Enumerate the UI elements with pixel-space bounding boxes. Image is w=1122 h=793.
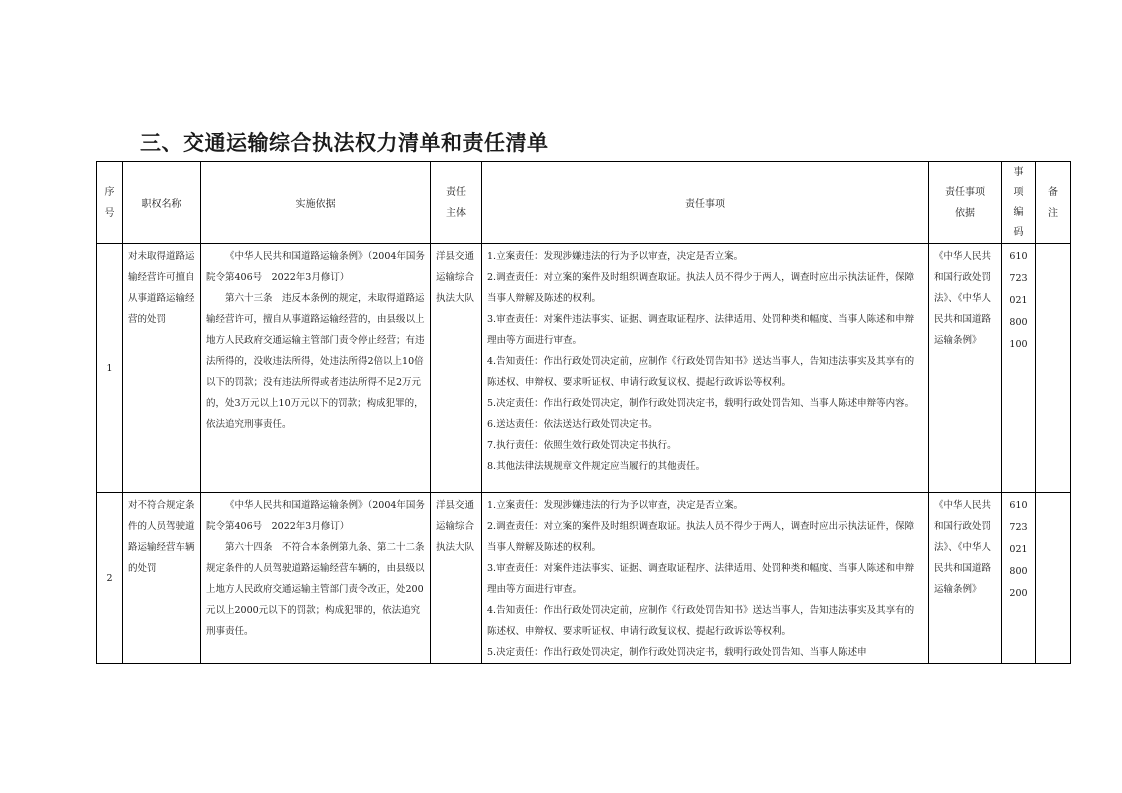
row-code — [1002, 244, 1036, 493]
code-part: 723 — [1009, 273, 1028, 284]
row-seq: 2 — [97, 493, 123, 664]
code-part: 200 — [1009, 588, 1028, 599]
duty-item: 2.调查责任：对立案的案件及时组织调查取证。执法人员不得少于两人，调查时应出示执法证件，保障当事人辩解及陈述的权利。 — [487, 272, 915, 304]
code-part: 100 — [1009, 339, 1028, 350]
table-row — [97, 244, 1071, 493]
code-part: 800 — [1009, 566, 1028, 577]
basis-article: 第六十三条 违反本条例的规定，未取得道路运输经营许可，擅自从事道路运输经营的，由县级以上地方人民政府交通运输主管部门责令停止经营；有违法所得的，没收违法所得，处违法所得2倍以上10倍以下的罚款；没有违法所得或者违法所得不足2万元的，处3万元以上10万元以下的罚款；构成犯罪的，依法追究刑事责任。 — [206, 293, 425, 430]
code-part: 800 — [1009, 317, 1028, 328]
row-duties — [482, 244, 929, 493]
row-code — [1002, 493, 1036, 664]
duty-item: 8.其他法律法规规章文件规定应当履行的其他责任。 — [487, 461, 706, 472]
duty-item: 5.决定责任：作出行政处罚决定，制作行政处罚决定书，载明行政处罚告知、当事人陈述申辩等内容。 — [487, 398, 915, 409]
code-part: 021 — [1009, 544, 1028, 555]
page-title: 三、交通运输综合执法权力清单和责任清单 — [140, 131, 549, 155]
header-name: 职权名称 — [123, 162, 201, 244]
table-header-row — [97, 162, 1071, 244]
header-seq: 序号 — [97, 162, 123, 244]
row-subject: 洋县交通运输综合执法大队 — [431, 493, 482, 664]
header-duty-basis: 责任事项依据 — [929, 162, 1002, 244]
duty-item: 3.审查责任：对案件违法事实、证据、调查取证程序、法律适用、处罚种类和幅度、当事人陈述和申辩理由等方面进行审查。 — [487, 563, 915, 595]
duty-item: 7.执行责任：依照生效行政处罚决定书执行。 — [487, 440, 677, 451]
duty-item: 5.决定责任：作出行政处罚决定，制作行政处罚决定书，载明行政处罚告知、当事人陈述申 — [487, 647, 867, 658]
code-part: 610 — [1009, 251, 1028, 262]
duty-item: 1.立案责任：发现涉嫌违法的行为予以审查，决定是否立案。 — [487, 251, 744, 262]
header-subject: 责任主体 — [431, 162, 482, 244]
row-duties — [482, 493, 929, 664]
duty-item: 1.立案责任：发现涉嫌违法的行为予以审查，决定是否立案。 — [487, 500, 744, 511]
basis-source: 《中华人民共和国道路运输条例》（2004年国务院令第406号 2022年3月修订） — [206, 500, 425, 532]
row-basis — [201, 244, 431, 493]
row-name: 对不符合规定条件的人员驾驶道路运输经营车辆的处罚 — [123, 493, 201, 664]
header-remark: 备注 — [1036, 162, 1071, 244]
row-subject: 洋县交通运输综合执法大队 — [431, 244, 482, 493]
row-duty-basis: 《中华人民共和国行政处罚法》、《中华人民共和国道路运输条例》 — [929, 493, 1002, 664]
power-responsibility-table — [96, 161, 1071, 664]
basis-source: 《中华人民共和国道路运输条例》（2004年国务院令第406号 2022年3月修订） — [206, 251, 425, 283]
code-part: 723 — [1009, 522, 1028, 533]
row-seq: 1 — [97, 244, 123, 493]
row-remark — [1036, 493, 1071, 664]
table-row — [97, 493, 1071, 664]
row-name: 对未取得道路运输经营许可擅自从事道路运输经营的处罚 — [123, 244, 201, 493]
duty-item: 3.审查责任：对案件违法事实、证据、调查取证程序、法律适用、处罚种类和幅度、当事人陈述和申辩理由等方面进行审查。 — [487, 314, 915, 346]
row-remark — [1036, 244, 1071, 493]
header-duties: 责任事项 — [482, 162, 929, 244]
duty-item: 4.告知责任：作出行政处罚决定前，应制作《行政处罚告知书》送达当事人，告知违法事实及其享有的陈述权、申辩权、要求听证权、申请行政复议权、提起行政诉讼等权利。 — [487, 356, 915, 388]
code-part: 021 — [1009, 295, 1028, 306]
row-basis — [201, 493, 431, 664]
duty-item: 4.告知责任：作出行政处罚决定前，应制作《行政处罚告知书》送达当事人，告知违法事实及其享有的陈述权、申辩权、要求听证权、申请行政复议权、提起行政诉讼等权利。 — [487, 605, 915, 637]
header-basis: 实施依据 — [201, 162, 431, 244]
duty-item: 6.送达责任：依法送达行政处罚决定书。 — [487, 419, 658, 430]
row-duty-basis: 《中华人民共和国行政处罚法》、《中华人民共和国道路运输条例》 — [929, 244, 1002, 493]
code-part: 610 — [1009, 500, 1028, 511]
basis-article: 第六十四条 不符合本条例第九条、第二十二条规定条件的人员驾驶道路运输经营车辆的，由县级以上地方人民政府交通运输主管部门责令改正，处200元以上2000元以下的罚款；构成犯罪的，依法追究刑事责任。 — [206, 542, 425, 637]
header-code: 事项编码 — [1002, 162, 1036, 244]
duty-item: 2.调查责任：对立案的案件及时组织调查取证。执法人员不得少于两人，调查时应出示执法证件，保障当事人辩解及陈述的权利。 — [487, 521, 915, 553]
